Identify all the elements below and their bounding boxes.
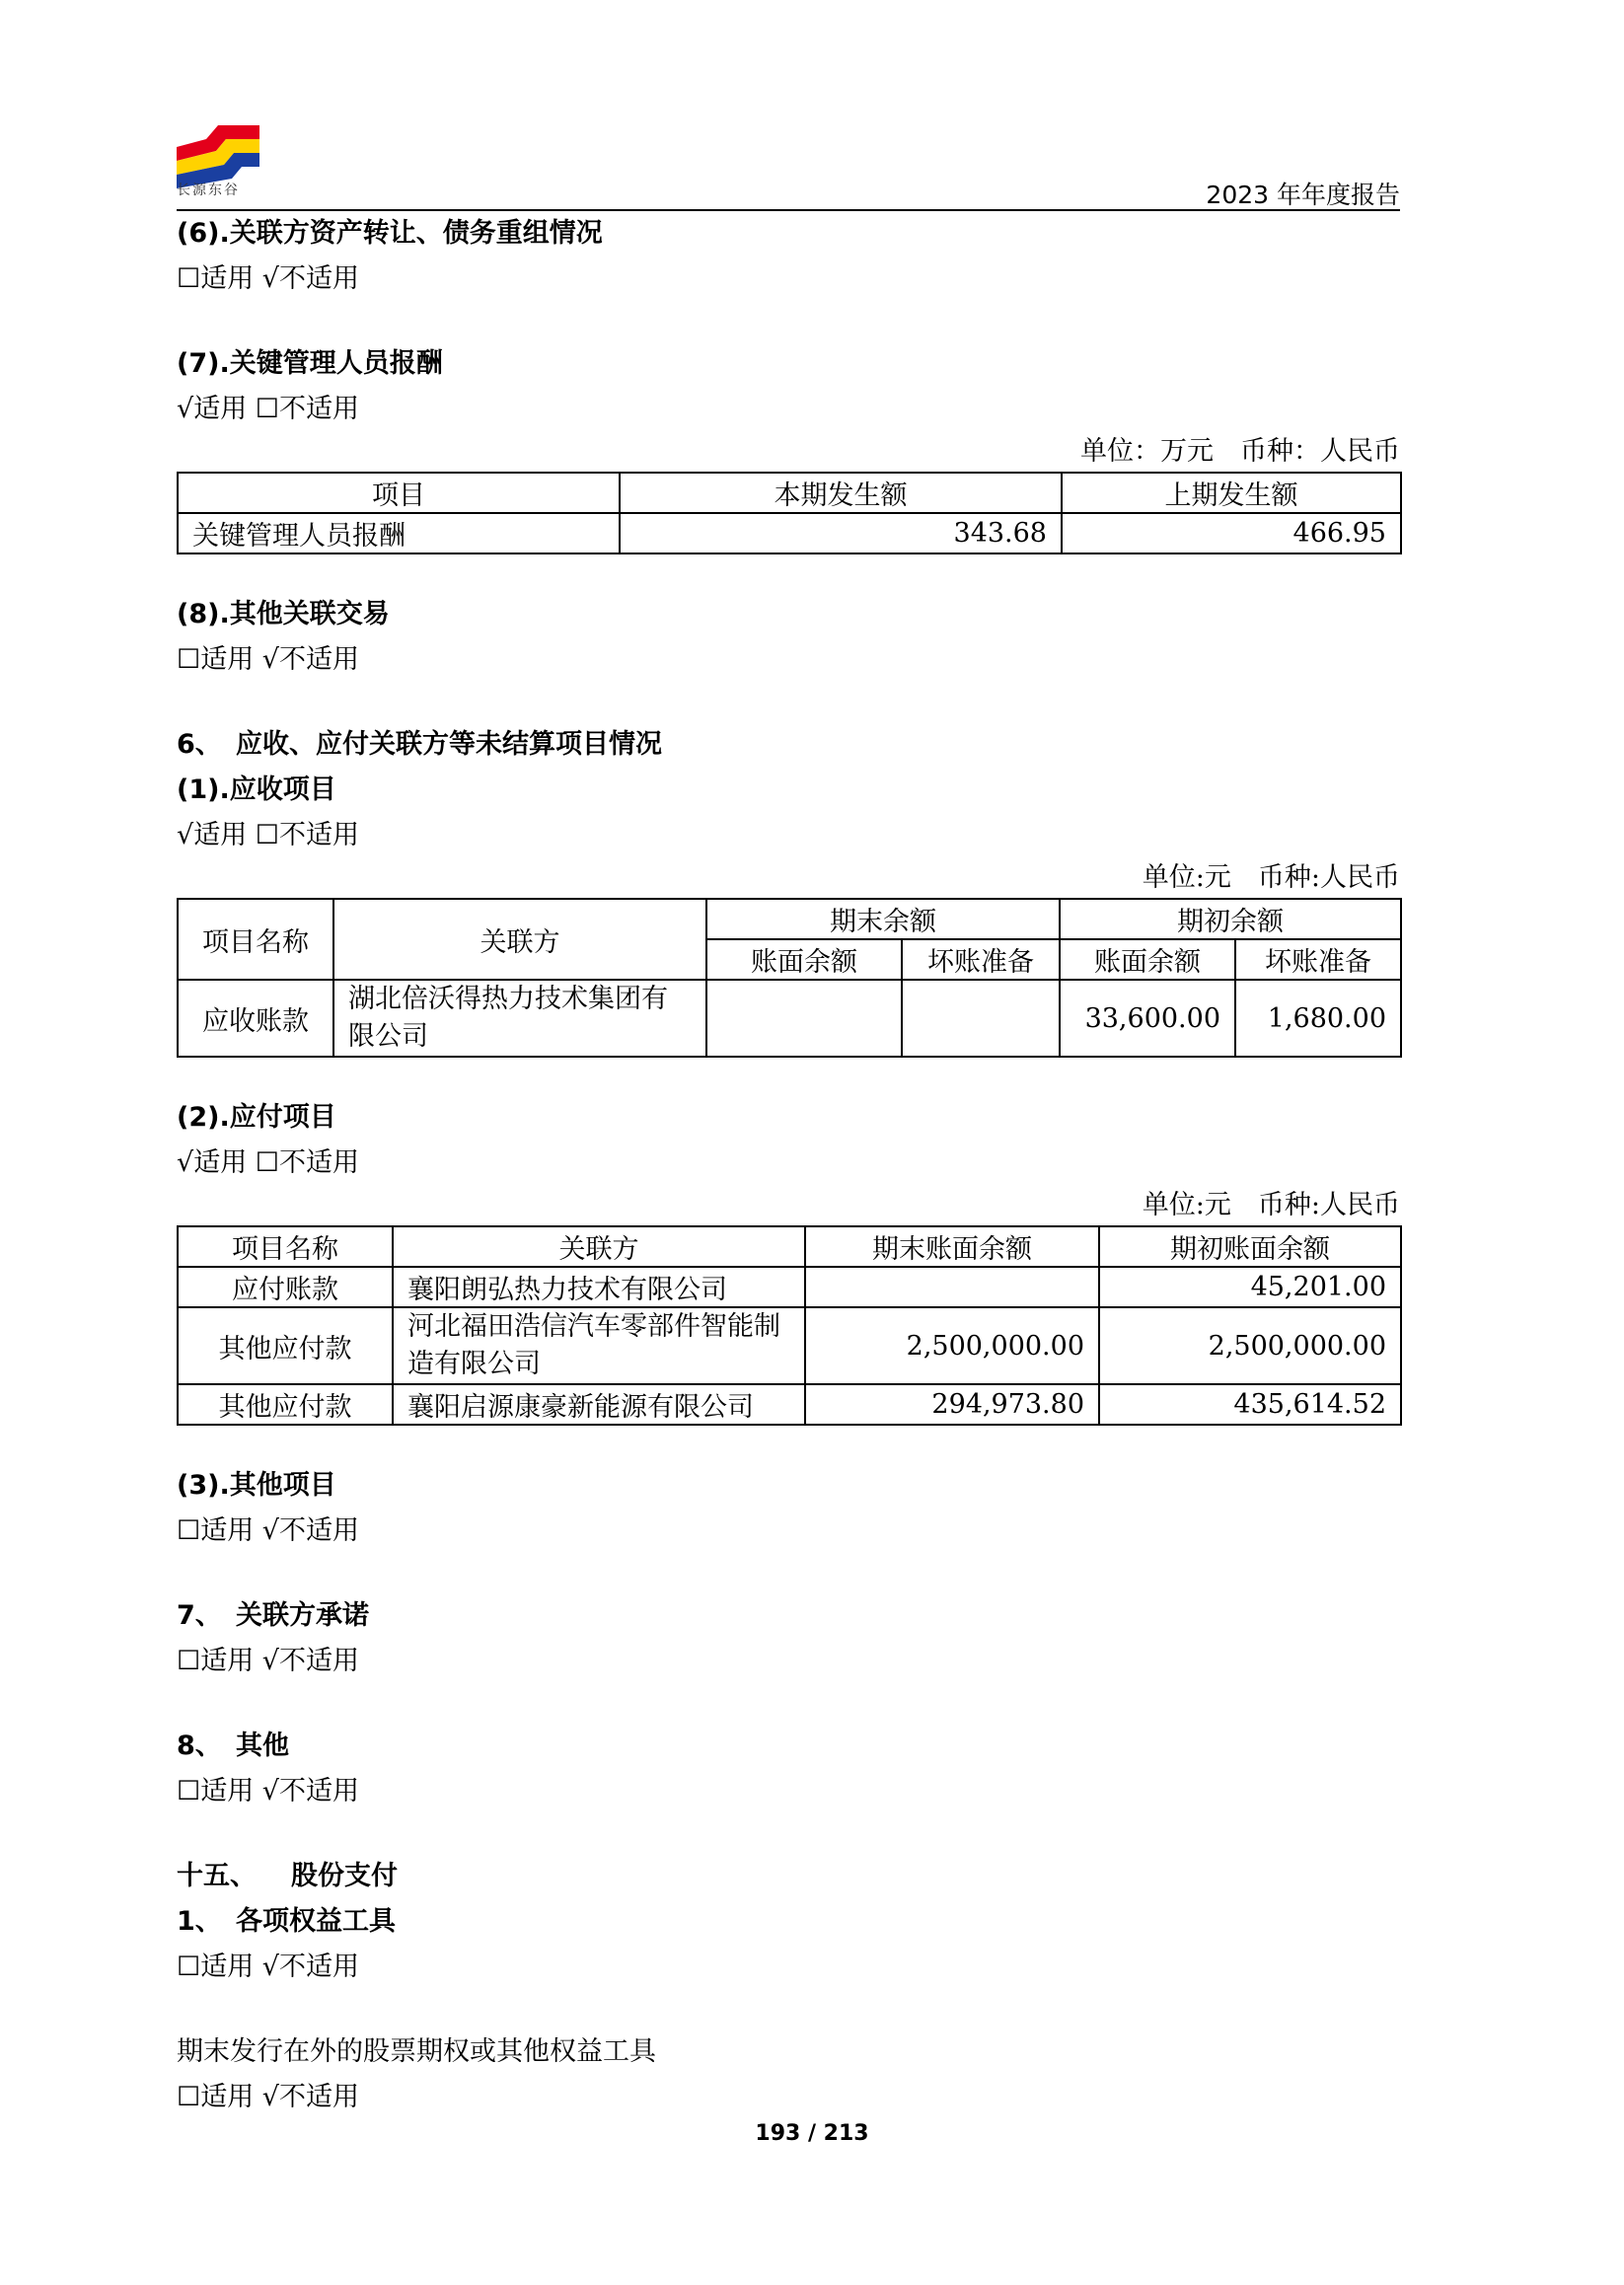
table-cell: 435,614.52 <box>1099 1384 1401 1425</box>
section-number: 十五、 <box>177 1861 257 1891</box>
applicability-option: ☐适用 √不适用 <box>177 1776 359 1806</box>
table-header-cell: 期末余额 <box>706 899 1060 939</box>
report-title: 2023 年年度报告 <box>1206 181 1400 209</box>
receivables-table <box>177 898 1402 1058</box>
table-header-cell: 坏账准备 <box>1235 939 1401 980</box>
applicability-option: ☐适用 √不适用 <box>177 1515 359 1546</box>
section-heading: 各项权益工具 <box>236 1906 396 1937</box>
table-cell: 湖北倍沃得热力技术集团有限公司 <box>333 980 706 1057</box>
section-title <box>177 1593 1400 1639</box>
applicability-option: √适用 ☐不适用 <box>177 820 359 850</box>
table-cell <box>805 1267 1099 1307</box>
section-number: 7、 <box>177 1600 222 1631</box>
table-header-cell: 项目名称 <box>178 1226 393 1267</box>
table-cell: 关键管理人员报酬 <box>178 513 620 553</box>
table-row <box>178 980 1401 1057</box>
section-title <box>177 1724 1400 1769</box>
table-header-cell: 本期发生额 <box>620 473 1062 513</box>
note-text: 期末发行在外的股票期权或其他权益工具 <box>177 2036 656 2067</box>
table-cell: 2,500,000.00 <box>1099 1307 1401 1384</box>
table-cell <box>902 980 1060 1057</box>
table-cell: 其他应付款 <box>178 1307 393 1384</box>
page-content <box>177 211 1400 2120</box>
table-header-cell: 期初余额 <box>1060 899 1401 939</box>
section-title: (7).关键管理人员报酬 <box>177 348 443 379</box>
section-title <box>177 1899 1400 1945</box>
table-header-row <box>178 473 1401 513</box>
table-cell: 343.68 <box>620 513 1062 553</box>
table-row <box>178 513 1401 553</box>
table-row <box>178 1384 1401 1425</box>
applicability-option: √适用 ☐不适用 <box>177 394 359 424</box>
section-title <box>177 1854 1400 1899</box>
section-title: (8).其他关联交易 <box>177 599 390 629</box>
section-number: 8、 <box>177 1731 222 1761</box>
page-header <box>177 116 1400 211</box>
page-number: 193 / 213 <box>755 2121 869 2146</box>
table-header-cell: 项目 <box>178 473 620 513</box>
applicability-option: ☐适用 √不适用 <box>177 1952 359 1982</box>
table-cell: 294,973.80 <box>805 1384 1099 1425</box>
table-cell: 33,600.00 <box>1060 980 1235 1057</box>
table-row <box>178 1267 1401 1307</box>
table-header-row <box>178 899 1401 939</box>
table-cell <box>706 980 902 1057</box>
table-cell: 襄阳启源康豪新能源有限公司 <box>393 1384 805 1425</box>
table-cell: 45,201.00 <box>1099 1267 1401 1307</box>
section-title: (1).应收项目 <box>177 774 336 805</box>
section-heading: 关联方承诺 <box>236 1600 369 1631</box>
applicability-option: √适用 ☐不适用 <box>177 1147 359 1178</box>
applicability-option: ☐适用 √不适用 <box>177 644 359 675</box>
section-number: 1、 <box>177 1906 222 1937</box>
applicability-option: ☐适用 √不适用 <box>177 1646 359 1676</box>
section-title: (6).关联方资产转让、债务重组情况 <box>177 218 603 249</box>
table-header-cell: 上期发生额 <box>1062 473 1401 513</box>
table-header-cell: 关联方 <box>333 899 706 980</box>
section-number: 6、 <box>177 729 222 760</box>
table-cell: 466.95 <box>1062 513 1401 553</box>
table-header-cell: 账面余额 <box>706 939 902 980</box>
table-cell: 2,500,000.00 <box>805 1307 1099 1384</box>
section-title <box>177 722 1400 768</box>
table-cell: 河北福田浩信汽车零部件智能制造有限公司 <box>393 1307 805 1384</box>
applicability-option: ☐适用 √不适用 <box>177 263 359 294</box>
applicability-option: ☐适用 √不适用 <box>177 2082 359 2112</box>
section-title: (3).其他项目 <box>177 1470 336 1501</box>
table-header-row <box>178 1226 1401 1267</box>
unit-label: 单位：万元 币种：人民币 <box>1080 436 1400 467</box>
unit-label: 单位:元 币种:人民币 <box>1142 1190 1400 1220</box>
payables-table <box>177 1225 1402 1426</box>
table-header-cell: 关联方 <box>393 1226 805 1267</box>
table-cell: 应收账款 <box>178 980 333 1057</box>
table-row <box>178 1307 1401 1384</box>
table-cell: 应付账款 <box>178 1267 393 1307</box>
table-header-cell: 项目名称 <box>178 899 333 980</box>
table-cell: 襄阳朗弘热力技术有限公司 <box>393 1267 805 1307</box>
table-header-cell: 账面余额 <box>1060 939 1235 980</box>
unit-label: 单位:元 币种:人民币 <box>1142 862 1400 893</box>
logo-text: 长源东谷 <box>177 183 240 198</box>
table-cell: 1,680.00 <box>1235 980 1401 1057</box>
section-heading: 应收、应付关联方等未结算项目情况 <box>236 729 662 760</box>
table-header-cell: 期末账面余额 <box>805 1226 1099 1267</box>
section-title: (2).应付项目 <box>177 1102 336 1133</box>
table-cell: 其他应付款 <box>178 1384 393 1425</box>
key-management-compensation-table <box>177 472 1402 554</box>
table-header-cell: 期初账面余额 <box>1099 1226 1401 1267</box>
section-heading: 其他 <box>236 1731 289 1761</box>
section-heading: 股份支付 <box>291 1861 398 1891</box>
table-header-cell: 坏账准备 <box>902 939 1060 980</box>
